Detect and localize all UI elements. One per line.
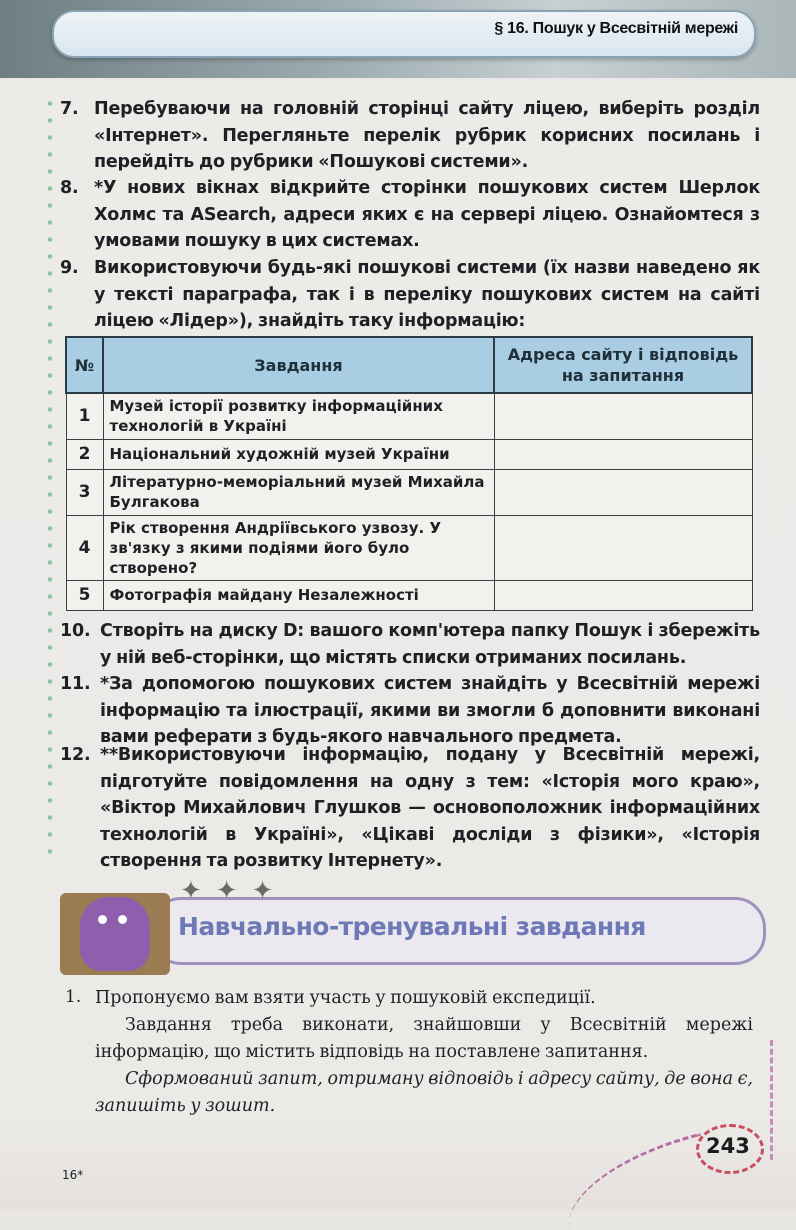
task-7 [60, 96, 760, 176]
stars-icon: ✦✦✦ [180, 876, 288, 906]
mascot-eye-icon [98, 915, 107, 924]
task-text: Використовуючи будь-які пошукові системи (їх назви наведено як у тексті параграфа, так і в переліку пошукових систем на сайті ліцею «Лідер»), знайдіть таку інформацію: [94, 258, 760, 331]
row-task: Літературно-меморіальний музей Михайла Булгакова [103, 469, 494, 515]
task-text: Перебуваючи на головній сторінці сайту ліцею, виберіть розділ «Інтернет». Перегляньте перелік рубрик корисних посилань і перейдіть до рубрики «Пошукові системи». [94, 99, 760, 172]
table-row [66, 393, 752, 439]
row-task: Рік створення Андріївського узвозу. У зв'язку з якими подіями його було створено? [103, 515, 494, 580]
exercise-number: 1. [65, 987, 82, 1007]
row-task: Фотографія майдану Незалежності [103, 580, 494, 610]
task-9 [60, 255, 760, 335]
task-12 [60, 742, 760, 875]
column-header-task: Завдання [103, 337, 494, 393]
task-11 [60, 671, 760, 751]
table-header-row [66, 337, 752, 393]
margin-dots [46, 95, 54, 865]
task-number: 12. [60, 745, 91, 765]
row-task: Музей історії розвитку інформаційних технологій в Україні [103, 393, 494, 439]
exercise-instructions: Завдання треба виконати, знайшовши у Всесвітній мережі інформацію, що містить відповідь на поставлене запитання. [95, 1015, 753, 1062]
sheet-mark: 16* [62, 1168, 84, 1182]
row-number: 3 [66, 469, 103, 515]
exercise-intro: Пропонуємо вам взяти участь у пошуковій експедиції. [95, 988, 596, 1008]
column-header-answer: Адреса сайту і відповідь на запитання [494, 337, 752, 393]
task-text: Створіть на диску D: вашого комп'ютера папку Пошук і збережіть у ній веб-сторінки, що містять списки отриманих посилань. [100, 621, 760, 668]
page-number: 243 [706, 1134, 750, 1158]
section-title: Навчально-тренувальні завдання [178, 912, 646, 941]
row-answer [494, 469, 752, 515]
table-row [66, 580, 752, 610]
table-row [66, 439, 752, 469]
task-10 [60, 618, 760, 671]
task-text: *У нових вікнах відкрийте сторінки пошукових систем Шерлок Холмс та ASearch, адреси яких є на сервері ліцею. Ознайомтеся з умовами пошуку в цих системах. [94, 178, 760, 251]
task-text: *За допомогою пошукових систем знайдіть у Всесвітній мережі інформацію та ілюстрації, якими ви змогли б доповнити виконані вами реферати з будь-якого навчального предмета. [100, 674, 760, 747]
mascot-illustration [80, 897, 150, 971]
task-number: 9. [60, 258, 79, 278]
chapter-header: § 16. Пошук у Всесвітній мережі [494, 20, 738, 37]
row-answer [494, 515, 752, 580]
task-8 [60, 175, 760, 255]
task-number: 11. [60, 674, 91, 694]
row-answer [494, 393, 752, 439]
column-header-number: № [66, 337, 103, 393]
task-text: **Використовуючи інформацію, подану у Всесвітній мережі, підготуйте повідомлення на одну з тем: «Історія мого краю», «Віктор Михайлович Глушков — основоположник інформаційних технологій в Україні», «Цікаві досліди з фізики», «Історія створення та розвитку Інтернету». [100, 745, 760, 871]
row-number: 5 [66, 580, 103, 610]
table-row [66, 515, 752, 580]
exercise-note: Сформований запит, отриману відповідь і адресу сайту, де вона є, запишіть у зошит. [95, 1069, 753, 1116]
mascot-eye-icon [118, 915, 127, 924]
task-number: 10. [60, 621, 91, 641]
table-row [66, 469, 752, 515]
task-number: 8. [60, 178, 79, 198]
row-number: 2 [66, 439, 103, 469]
row-number: 4 [66, 515, 103, 580]
search-tasks-table [65, 336, 753, 611]
decorative-dashes [770, 1040, 793, 1160]
row-number: 1 [66, 393, 103, 439]
row-answer [494, 439, 752, 469]
task-number: 7. [60, 99, 79, 119]
row-task: Національний художній музей України [103, 439, 494, 469]
row-answer [494, 580, 752, 610]
